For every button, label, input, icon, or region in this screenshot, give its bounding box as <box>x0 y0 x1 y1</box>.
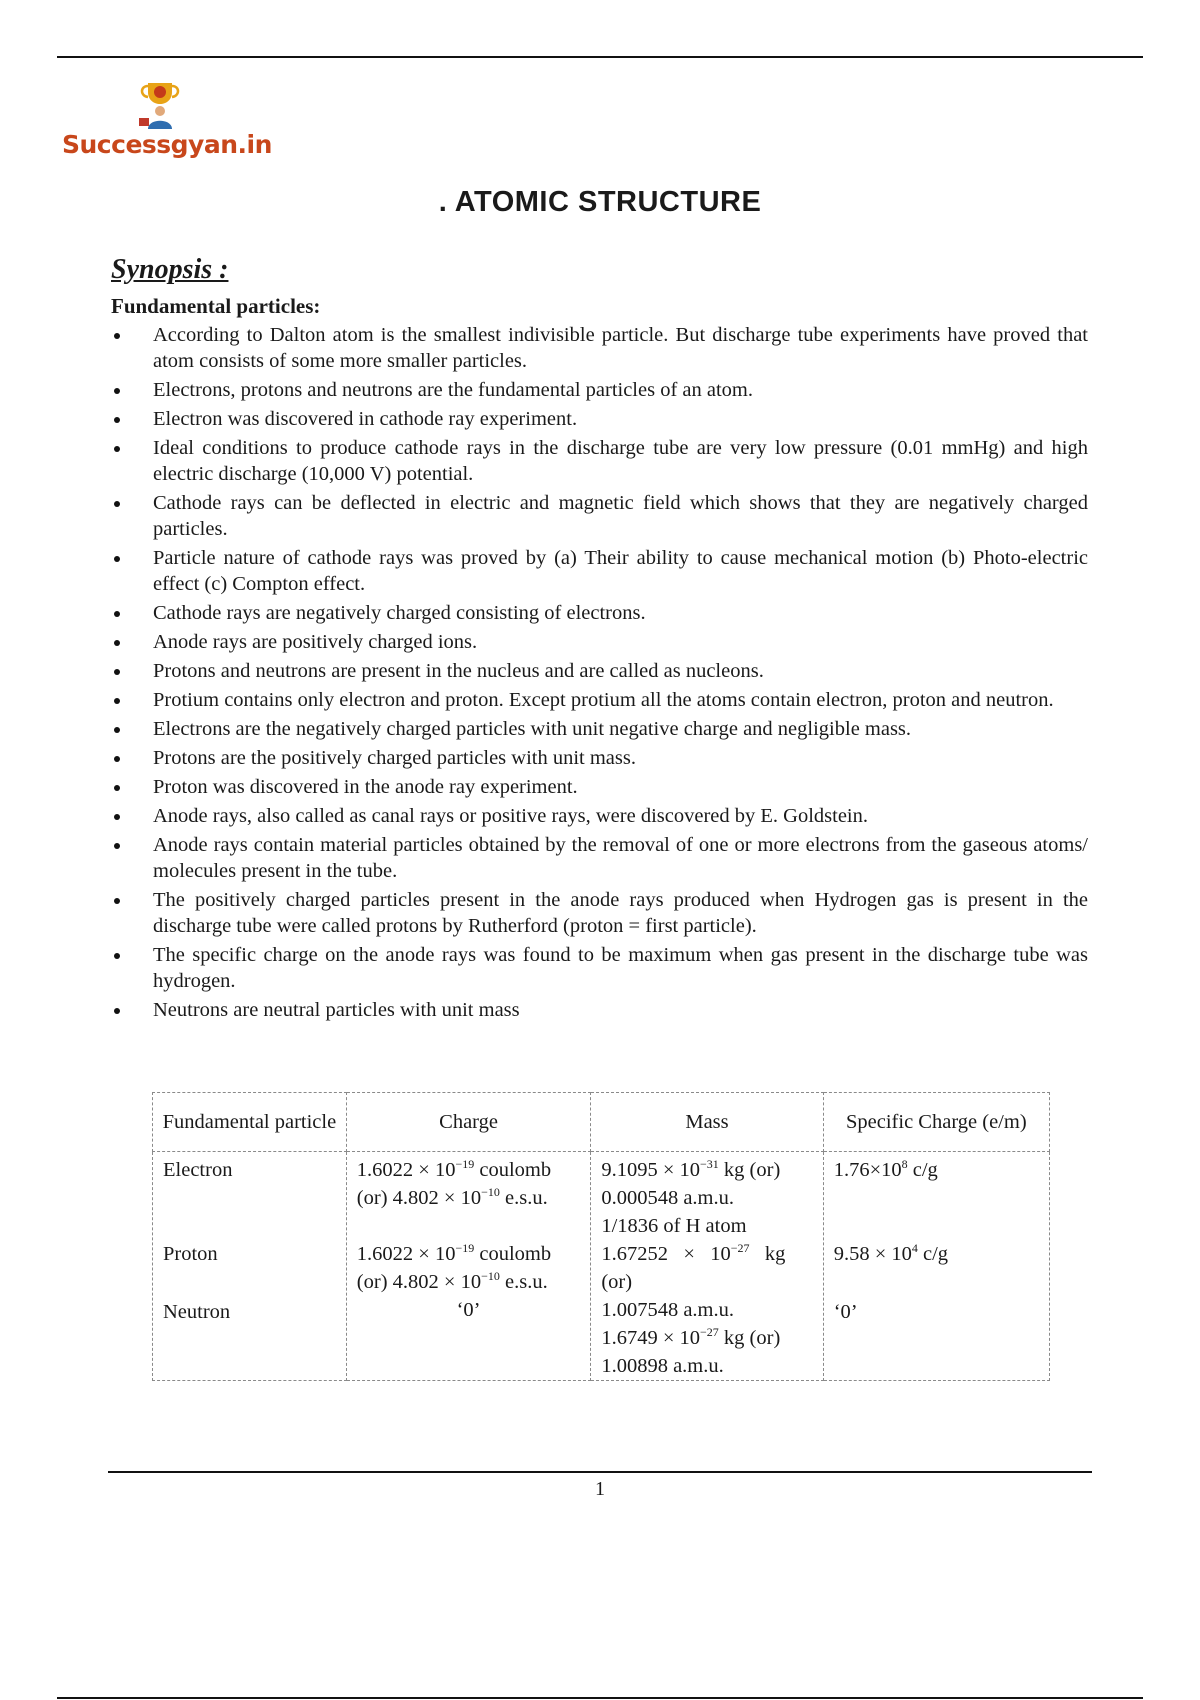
bullet-item: Cathode rays can be deflected in electric and magnetic field which shows that they are negatively charged particles. <box>111 490 1088 542</box>
bullet-item: Electron was discovered in cathode ray experiment. <box>111 406 1088 432</box>
proton-mass-or: (or) <box>601 1271 633 1293</box>
electron-name: Electron <box>163 1159 233 1181</box>
bullet-item: The specific charge on the anode rays was found to be maximum when gas present in the discharge tube was hydrogen. <box>111 942 1088 994</box>
proton-mass-amu: 1.007548 a.m.u. <box>601 1299 734 1321</box>
bullet-item: Anode rays contain material particles obtained by the removal of one or more electrons from the gaseous atoms/ molecules present in the tube. <box>111 832 1088 884</box>
neutron-charge: ‘0’ <box>456 1299 481 1321</box>
charge-cell <box>346 1152 591 1381</box>
table-header-row <box>153 1093 1050 1152</box>
bullet-item: Particle nature of cathode rays was proved by (a) Their ability to cause mechanical motion (b) Photo-electric effect (c) Compton effect. <box>111 545 1088 597</box>
neutron-mass-kg: $1.6749 \times 10^{-27}$ kg (or) <box>601 1325 781 1349</box>
proton-specific-charge: $9.58 \times 10^4$ c/g <box>833 1241 949 1265</box>
bullet-item: Neutrons are neutral particles with unit mass <box>111 997 1088 1023</box>
particle-names-cell <box>153 1152 347 1381</box>
neutron-name: Neutron <box>163 1301 231 1323</box>
section-heading: Synopsis : <box>111 254 229 285</box>
bullet-item: Anode rays are positively charged ions. <box>111 629 1088 655</box>
mass-cell <box>591 1152 823 1381</box>
electron-charge-coulomb: $1.6022 \times 10^{-19}$ coulomb <box>356 1157 552 1181</box>
bullet-item: According to Dalton atom is the smallest indivisible particle. But discharge tube experiments have proved that atom consists of some more smaller particles. <box>111 322 1088 374</box>
bullet-item: Protons are the positively charged particles with unit mass. <box>111 745 1088 771</box>
proton-charge-coulomb: $1.6022 \times 10^{-19}$ coulomb <box>356 1241 552 1265</box>
electron-charge-esu: (or) $4.802 \times 10^{-10}$ e.s.u. <box>356 1185 548 1209</box>
bullet-item: Protium contains only electron and proton. Except protium all the atoms contain electron, proton and neutron. <box>111 687 1088 713</box>
header-particle: Fundamental particle <box>153 1093 347 1152</box>
section-subheading: Fundamental particles: <box>111 294 321 318</box>
bullet-item: The positively charged particles present in the anode rays produced when Hydrogen gas is present in the discharge tube were called protons by Rutherford (proton = first particle). <box>111 887 1088 939</box>
bullet-item: Ideal conditions to produce cathode rays in the discharge tube are very low pressure (0.01 mmHg) and high electric discharge (10,000 V) potential. <box>111 435 1088 487</box>
document-title: . ATOMIC STRUCTURE <box>438 186 762 218</box>
table-row <box>153 1152 1050 1381</box>
top-rule <box>57 56 1143 58</box>
particles-table <box>152 1092 1050 1381</box>
bullet-item: Electrons are the negatively charged particles with unit negative charge and negligible mass. <box>111 716 1088 742</box>
bullet-item: Cathode rays are negatively charged consisting of electrons. <box>111 600 1088 626</box>
footer-rule <box>108 1471 1092 1473</box>
electron-mass-ratio: 1/1836 of H atom <box>601 1215 747 1237</box>
page-number: 1 <box>595 1478 605 1500</box>
neutron-specific-charge: ‘0’ <box>833 1301 858 1323</box>
trophy-icon <box>136 80 184 130</box>
electron-mass-amu: 0.000548 a.m.u. <box>601 1187 734 1209</box>
bullet-item: Anode rays, also called as canal rays or positive rays, were discovered by E. Goldstein. <box>111 803 1088 829</box>
bullet-item: Protons and neutrons are present in the nucleus and are called as nucleons. <box>111 658 1088 684</box>
header-mass: Mass <box>591 1093 823 1152</box>
proton-name: Proton <box>163 1243 218 1265</box>
bullet-item: Proton was discovered in the anode ray experiment. <box>111 774 1088 800</box>
proton-charge-esu: (or) $4.802 \times 10^{-10}$ e.s.u. <box>356 1269 548 1293</box>
bullet-item: Electrons, protons and neutrons are the fundamental particles of an atom. <box>111 377 1088 403</box>
proton-mass-kg: $1.67252 \times 10^{-27}$ kg <box>601 1241 786 1265</box>
electron-specific-charge: $1.76\times 10^8$ c/g <box>833 1157 938 1181</box>
electron-mass-kg: $9.1095 \times 10^{-31}$ kg (or) <box>601 1157 781 1181</box>
header-charge: Charge <box>346 1093 591 1152</box>
bottom-rule <box>57 1697 1143 1699</box>
logo-text: Successgyan.in <box>62 130 272 159</box>
bullet-list <box>111 322 1088 1026</box>
header-specific-charge: Specific Charge (e/m) <box>823 1093 1049 1152</box>
specific-charge-cell <box>823 1152 1049 1381</box>
neutron-mass-amu: 1.00898 a.m.u. <box>601 1355 724 1377</box>
